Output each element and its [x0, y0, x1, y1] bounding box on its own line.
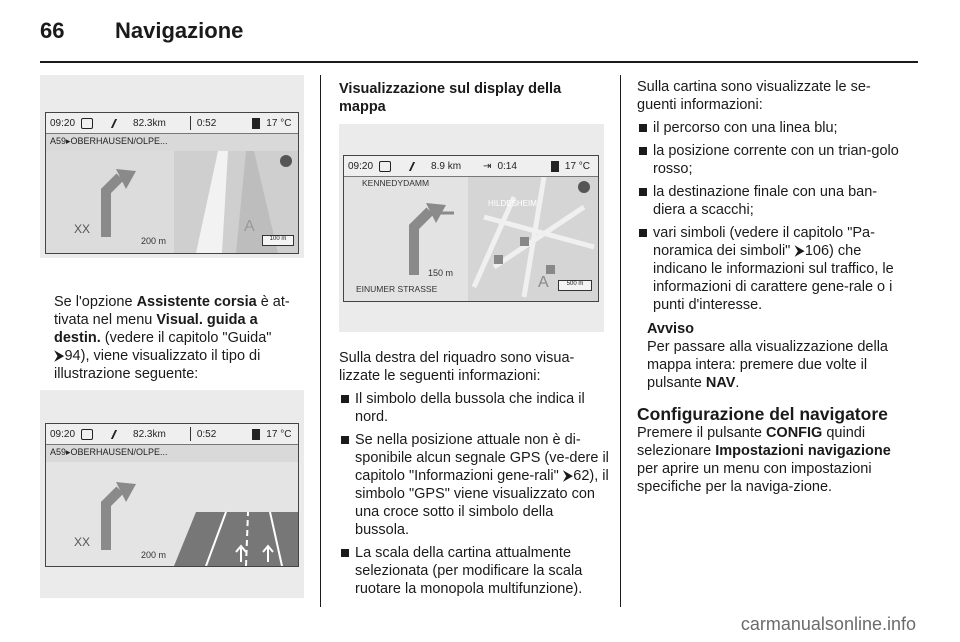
svg-text:XX: XX — [74, 535, 91, 549]
road-distance-icon — [409, 162, 427, 171]
road-name: A59▸OBERHAUSEN/OLPE... — [50, 136, 168, 146]
figure-panel-2 — [40, 390, 304, 598]
list-item: Se nella posizione attuale non è di-sponibile alcun segnale GPS (ve-dere il capitolo "Informazioni gene-rali" ⮞62), il simbolo "GPS" viene visualizzato con una croce sotto il simbolo della bussola. — [339, 431, 609, 539]
list-item: Il simbolo della bussola che indica il nord. — [339, 390, 609, 426]
distance-to-turn: 200 m — [141, 550, 167, 560]
distance-remaining: 82.3km — [133, 117, 166, 129]
paragraph-config: Premere il pulsante CONFIG quindi selezionare Impostazioni navigazione per aprire un menu con impostazioni specifiche per la naviga-zione. — [637, 425, 891, 495]
list-item: La scala della cartina attualmente selezionata (per modificare la scala ruotare la monopola multifunzione). — [339, 544, 609, 598]
clock-time: 09:20 — [50, 117, 76, 129]
paragraph-map-info: Sulla cartina sono visualizzate le se-guenti informazioni: — [637, 79, 871, 113]
status-bar — [46, 113, 298, 134]
nav-screen-map — [343, 155, 599, 302]
svg-text:XX: XX — [74, 222, 91, 236]
page-title: Navigazione — [115, 18, 244, 43]
note-title: Avviso — [647, 321, 695, 337]
road-distance-icon — [111, 430, 129, 439]
street-name-bottom: EINUMER STRASSE — [356, 284, 438, 294]
section-title-config: Configurazione del navigatore — [637, 404, 888, 424]
svg-text:A: A — [538, 274, 549, 291]
note-box — [637, 320, 909, 392]
lane-view — [46, 151, 298, 253]
thermometer-icon — [252, 429, 260, 440]
column-divider-2 — [620, 75, 621, 607]
arrival-icon: ⇥ — [483, 160, 492, 172]
nav-screen-lane-assist — [45, 112, 299, 254]
nav-screen-lane-detail — [45, 423, 299, 567]
list-item: il percorso con una linea blu; — [637, 119, 909, 137]
thermometer-icon — [551, 161, 559, 172]
lane-perspective-view — [46, 462, 298, 566]
status-bar: 09:20 82.3km 0:52 17 °C — [46, 424, 298, 445]
header-rule — [40, 61, 918, 63]
thermometer-icon — [252, 118, 260, 129]
list-item: vari simboli (vedere il capitolo "Pa-noramica dei simboli" ⮞106) che indicano le informazioni sul traffico, le informazioni di carattere gene-rale o i punti d'interesse. — [637, 224, 909, 314]
map-scale: 500 m — [558, 280, 592, 291]
column-divider-1 — [320, 75, 321, 607]
page-number: 66 — [40, 18, 65, 43]
figure-panel-1 — [40, 75, 304, 258]
list-item: la destinazione finale con una ban-diera a scacchi; — [637, 183, 909, 219]
street-name-top: KENNEDYDAMM — [362, 178, 430, 188]
status-bar: 09:20 8.9 km ⇥ 0:14 17 °C — [344, 156, 598, 177]
info-bullet-list — [339, 390, 609, 598]
map-scale: 100 m — [262, 235, 294, 246]
reference-arrow-icon: ⮞ — [562, 468, 574, 484]
reference-arrow-icon: ⮞ — [794, 243, 805, 259]
clock-icon — [81, 118, 93, 129]
section-subtitle-map-display: Visualizzazione sul display della mappa — [339, 81, 562, 115]
distance-to-turn: 200 m — [141, 236, 167, 246]
note-text: Per passare alla visualizzazione della mappa intera: premere due volte il pulsante NAV. — [647, 339, 888, 391]
temperature: 17 °C — [266, 117, 292, 129]
eta-time: 0:52 — [196, 117, 217, 129]
road-distance-icon — [111, 119, 129, 128]
column-3-body — [637, 78, 909, 496]
city-label: HILDESHEIM — [488, 199, 537, 208]
list-item: la posizione corrente con un trian-golo rosso; — [637, 142, 909, 178]
svg-text:A: A — [244, 218, 255, 235]
paragraph-right-info: Sulla destra del riquadro sono visua-lizzate le seguenti informazioni: — [339, 350, 575, 384]
column-2-body — [339, 349, 609, 603]
distance-to-turn: 150 m — [428, 268, 454, 278]
clock-icon — [379, 161, 391, 172]
paragraph-lane-assist: Se l'opzione Assistente corsia è at-tivata nel menu Visual. guida a destin. (vedere il capitolo "Guida" ⮞94), viene visualizzato il tipo di illustrazione seguente: — [54, 294, 290, 382]
road-name: A59▸OBERHAUSEN/OLPE... — [50, 447, 168, 457]
map-info-bullet-list — [637, 119, 909, 314]
figure-panel-3 — [339, 124, 604, 332]
clock-icon — [81, 429, 93, 440]
reference-arrow-icon: ⮞ — [54, 348, 65, 364]
watermark: carmanualsonline.info — [740, 614, 916, 634]
